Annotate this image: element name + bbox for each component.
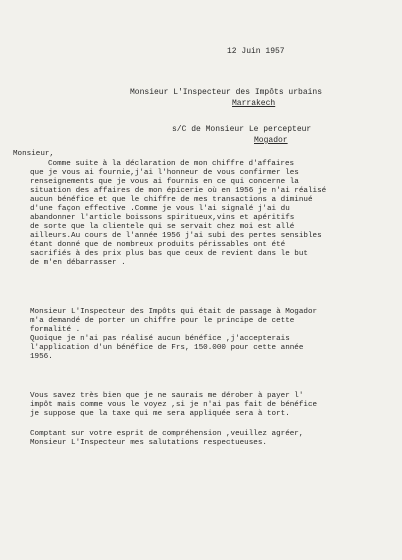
paragraph-line: étant donné que de nombreux produits périssables ont été xyxy=(30,241,286,249)
salutation: Monsieur, xyxy=(13,150,55,158)
via-city: Mogador xyxy=(254,136,288,145)
paragraph-line: 1956. xyxy=(30,353,53,361)
paragraph-line: ailleurs.Au cours de l'année 1956 j'ai subi des pertes sensibles xyxy=(30,232,322,240)
paragraph-line: aucun bénéfice et que le chiffre de mes transactions a diminué xyxy=(30,196,313,204)
recipient-title: Monsieur L'Inspecteur des Impôts urbains xyxy=(130,88,323,97)
paragraph-2 xyxy=(30,308,390,362)
paragraph-line: situation des affaires de mon épicerie où en 1956 je n'ai réalisé xyxy=(30,187,327,195)
paragraph-line: je suppose que la taxe qui me sera appliquée sera à tort. xyxy=(30,410,290,418)
paragraph-4 xyxy=(30,430,390,448)
paragraph-line: sacrifiés à des prix plus bas que ceux de revient dans le but xyxy=(30,250,308,258)
paragraph-line: m'a demandé de porter un chiffre pour le principe de cette xyxy=(30,317,295,325)
paragraph-1 xyxy=(30,160,390,268)
paragraph-line: d'une façon effective .Comme je vous l'ai signalé j'ai du xyxy=(30,205,290,213)
via-title: s/C de Monsieur Le percepteur xyxy=(172,125,312,134)
paragraph-line: Quoique je n'ai pas réalisé aucun bénéfice ,j'accepterais xyxy=(30,335,290,343)
paragraph-line: Comme suite à la déclaration de mon chiffre d'affaires xyxy=(48,160,295,168)
paragraph-line: formalité . xyxy=(30,326,81,334)
paragraph-line: Vous savez très bien que je ne saurais me dérober à payer l' xyxy=(30,392,304,400)
letter-date: 12 Juin 1957 xyxy=(227,47,285,56)
paragraph-3 xyxy=(30,392,390,419)
paragraph-line: impôt mais comme vous le voyez ,si je n'ai pas fait de bénéfice xyxy=(30,401,318,409)
paragraph-line: Monsieur L'Inspecteur mes salutations respectueuses. xyxy=(30,439,267,447)
paragraph-line: de sorte que la clientele qui se servait chez moi est allé xyxy=(30,223,295,231)
paragraph-line: de m'en débarrasser . xyxy=(30,259,126,267)
paragraph-line: Monsieur L'Inspecteur des Impôts qui était de passage à Mogador xyxy=(30,308,318,316)
paragraph-line: renseignements que je vous ai fournis en ce qui concerne la xyxy=(30,178,299,186)
recipient-city: Marrakech xyxy=(232,99,276,108)
paragraph-line: abandonner l'article boissons spiritueux,vins et apéritifs xyxy=(30,214,295,222)
paragraph-line: l'application d'un bénéfice de Frs, 150.000 pour cette année xyxy=(30,344,304,352)
paragraph-line: Comptant sur votre esprit de compréhension ,veuillez agréer, xyxy=(30,430,304,438)
paragraph-line: que je vous ai fournie,j'ai l'honneur de vous confirmer les xyxy=(30,169,299,177)
